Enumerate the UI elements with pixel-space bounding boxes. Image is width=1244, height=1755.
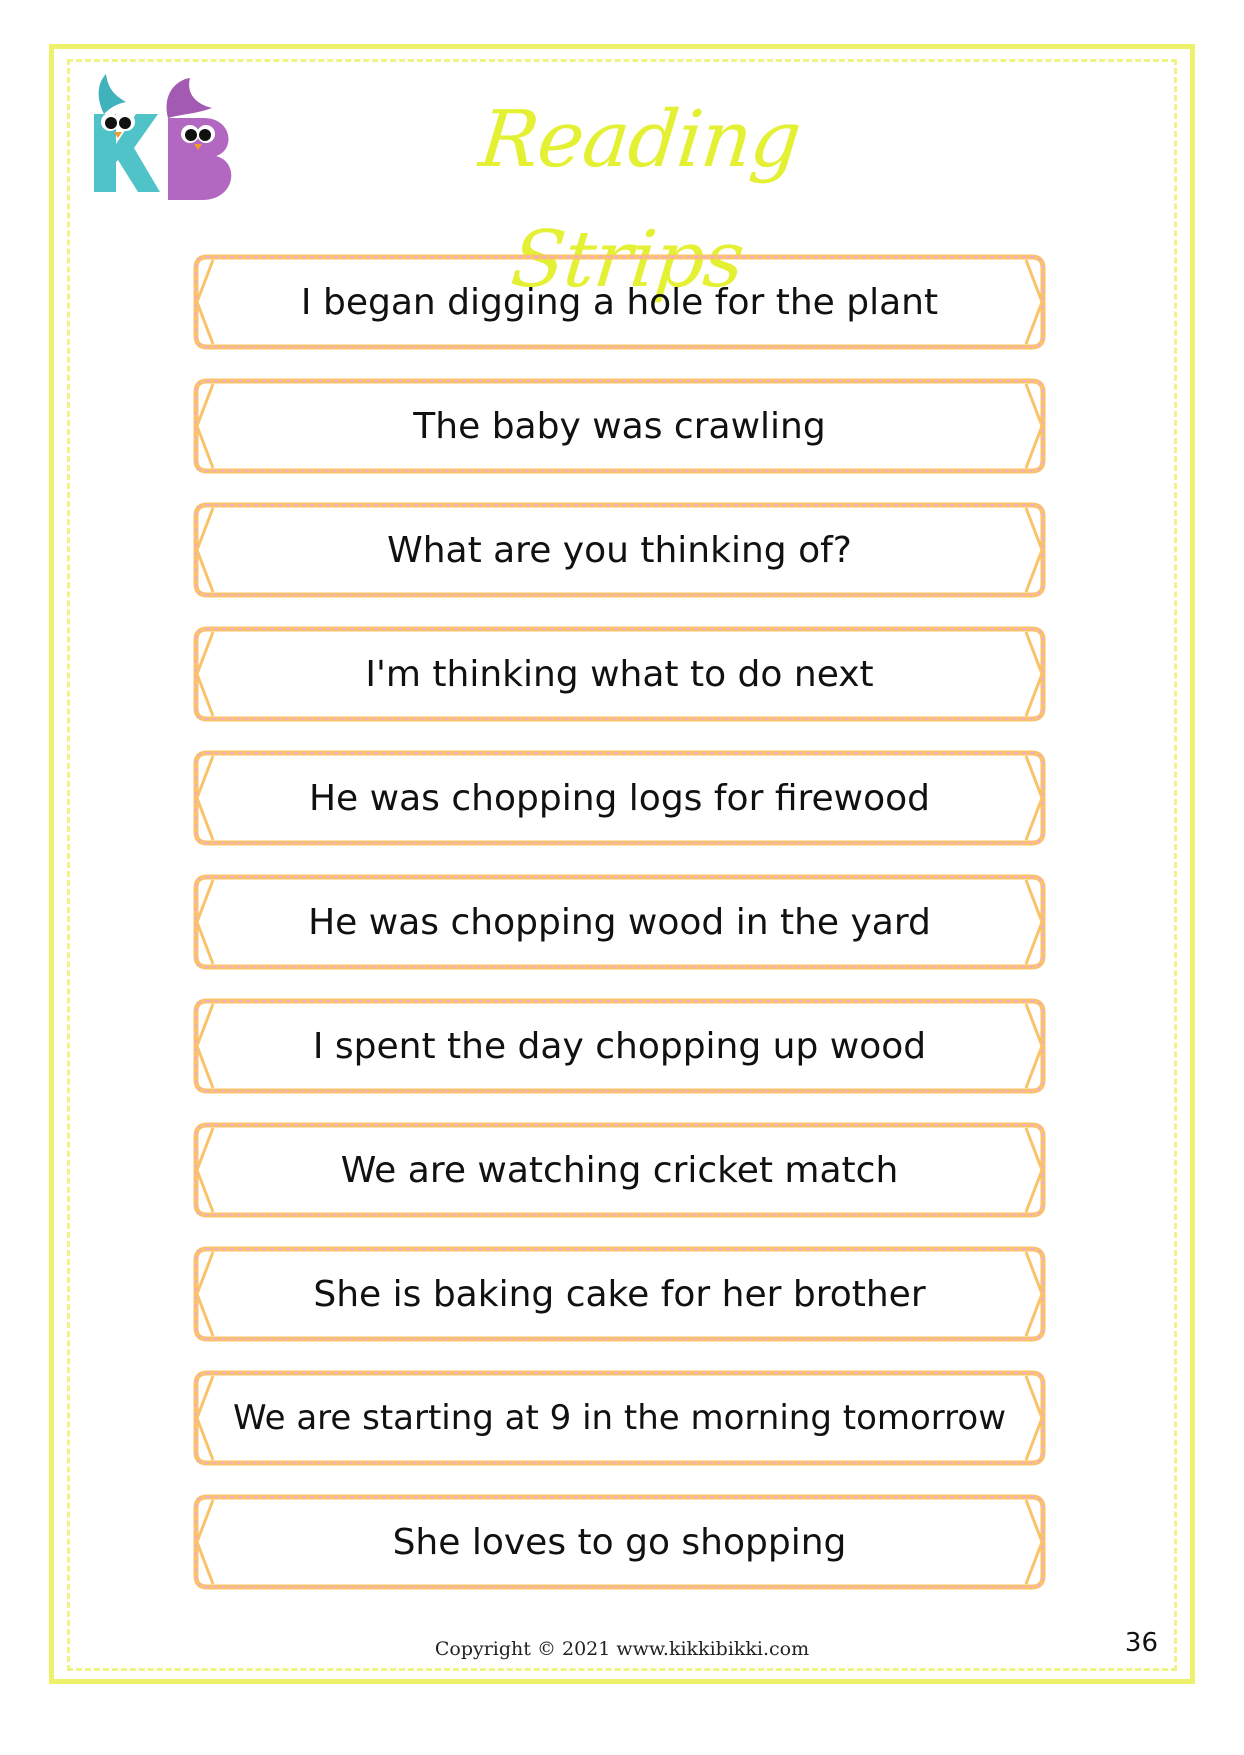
strip-sentence: She is baking cake for her brother <box>313 1273 926 1315</box>
strip-sentence: I'm thinking what to do next <box>365 653 874 695</box>
strip-sentence: He was chopping wood in the yard <box>308 901 931 943</box>
strip-sentence: I began digging a hole for the plant <box>300 281 939 323</box>
strip-sentence: The baby was crawling <box>413 405 826 447</box>
page-number: 36 <box>1124 1628 1158 1658</box>
page-title: Reading Strips <box>475 95 805 305</box>
strip-sentence: We are watching cricket match <box>340 1149 899 1191</box>
reading-strip-6 <box>193 874 1046 970</box>
strip-sentence: What are you thinking of? <box>387 529 852 571</box>
reading-strip-10 <box>193 1370 1046 1466</box>
strip-sentence: She loves to go shopping <box>392 1521 847 1563</box>
strip-sentence: He was chopping logs for firewood <box>308 777 931 819</box>
reading-strip-3 <box>193 502 1046 598</box>
reading-strip-1 <box>193 254 1046 350</box>
reading-strip-5 <box>193 750 1046 846</box>
kb-logo <box>86 74 246 210</box>
strip-sentence: I spent the day chopping up wood <box>312 1025 927 1067</box>
reading-strip-2 <box>193 378 1046 474</box>
reading-strip-7 <box>193 998 1046 1094</box>
reading-strip-9 <box>193 1246 1046 1342</box>
reading-strip-8 <box>193 1122 1046 1218</box>
copyright-text: Copyright © 2021 www.kikkibikki.com <box>434 1638 810 1660</box>
reading-strip-4 <box>193 626 1046 722</box>
reading-strips-list <box>193 254 1046 1618</box>
reading-strip-11 <box>193 1494 1046 1590</box>
strip-sentence: We are starting at 9 in the morning tomorrow <box>232 1398 1007 1438</box>
